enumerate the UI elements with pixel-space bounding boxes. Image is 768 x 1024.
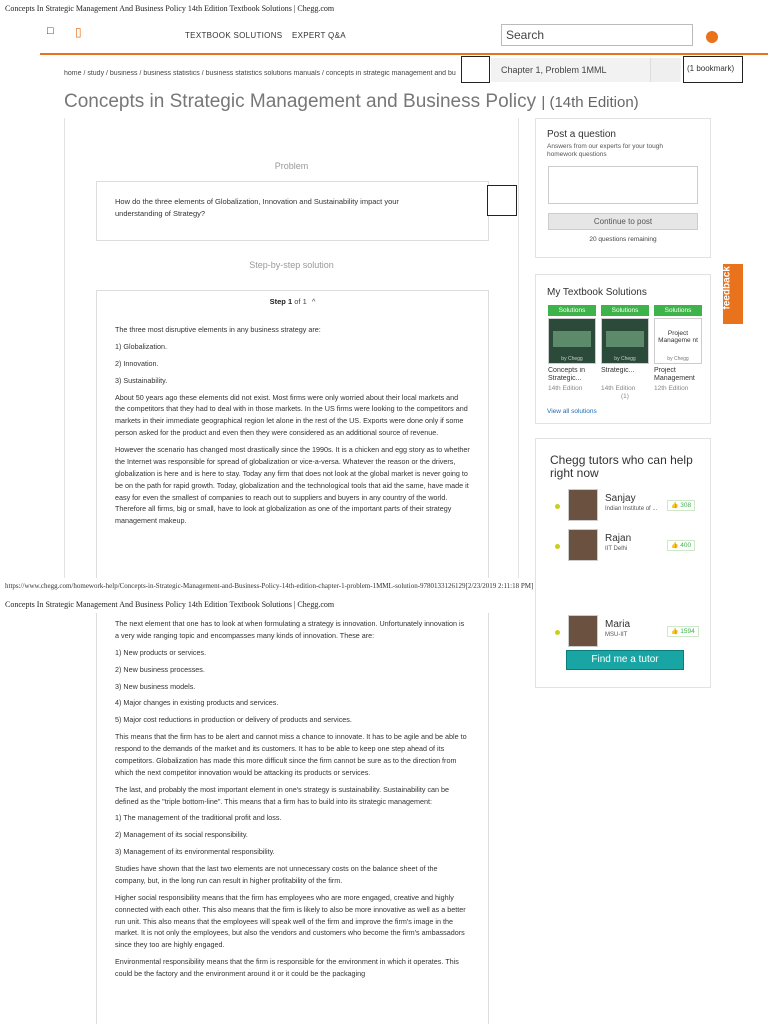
question-textarea[interactable] xyxy=(548,166,698,204)
solution-paragraph: About 50 years ago these elements did not exist. Most firms were only worried about their local markets and the competitors that they had to deal with in those markets. In the US firms were looking to the competitors and markets in their immediate geographical region let alone in the rest of the US. Exports were done only if some person asked for the product and even then they were considered as an additional source of revenue. xyxy=(115,392,468,438)
view-all-solutions-link[interactable]: View all solutions xyxy=(547,408,597,415)
chapter-selector[interactable]: Chapter 1, Problem 1MML xyxy=(491,58,681,82)
solution-paragraph: 2) Innovation. xyxy=(115,358,159,368)
textbook-edition: 14th Edition xyxy=(601,385,636,392)
problem-statement xyxy=(96,181,489,241)
breadcrumb[interactable]: home / study / business / business statistics / business statistics solutions manuals / concepts in strategic management and bu xyxy=(64,70,456,77)
feedback-label: feedback xyxy=(721,266,733,310)
book-edition-text: (14th Edition) xyxy=(549,94,639,111)
online-status-icon xyxy=(555,544,560,549)
tutor-school: IIT Delhi xyxy=(605,546,628,552)
find-tutor-button[interactable]: Find me a tutor xyxy=(566,650,684,670)
nav-expert-qa[interactable]: EXPERT Q&A xyxy=(292,31,346,40)
solutions-badge: Solutions xyxy=(548,305,596,316)
tutor-name[interactable]: Rajan xyxy=(605,533,632,544)
textbook-card[interactable] xyxy=(601,305,649,401)
solution-paragraph: The last, and probably the most important element in one's strategy is sustainability. Sustainability can be defined as the "triple bottom-line". This means that a firm has to build into its strategic management: xyxy=(115,784,450,806)
bookmark-button[interactable]: (1 bookmark) xyxy=(683,56,743,83)
step-total: of 1 xyxy=(294,297,307,306)
page-footer-url: https://www.chegg.com/homework-help/Concepts-in-Strategic-Management-and-Business-Policy-14th-edition-chapter-1-problem-1MML-solution-9780133126129[2/23/2019 2:11:18 PM] xyxy=(5,582,534,590)
solution-text-page1 xyxy=(115,324,470,576)
book-cover[interactable] xyxy=(548,318,596,364)
nav-textbook-solutions[interactable]: TEXTBOOK SOLUTIONS xyxy=(185,31,283,40)
tutor-name[interactable]: Maria xyxy=(605,619,631,630)
textbook-title[interactable]: Strategic... xyxy=(601,367,635,374)
solution-paragraph: 3) Sustainability. xyxy=(115,375,168,385)
solution-paragraph: Environmental responsibility means that the firm is responsible for the environment in which it operates. This could be the factory and the environment around it or it could be the packaging xyxy=(115,957,459,978)
continue-to-post-button[interactable]: Continue to post xyxy=(548,213,698,230)
cover-title: Project Manageme nt xyxy=(658,330,698,344)
solution-paragraph: The next element that one has to look at when formulating a strategy is innovation. Unfortunately innovation is a very wide ranging topic and encompasses many kinds of innovation. These are: xyxy=(115,619,465,640)
solution-paragraph: 1) New products or services. xyxy=(115,647,207,657)
tutor-likes-count: 308 xyxy=(678,502,692,509)
textbook-bookmark-count: (1) xyxy=(621,392,629,400)
chapter-dropdown[interactable] xyxy=(650,58,680,82)
chevron-up-icon[interactable]: ^ xyxy=(311,297,316,306)
solution-left-border xyxy=(96,613,97,1024)
blank-box xyxy=(461,56,490,83)
tutor-likes-badge xyxy=(667,540,695,551)
thumbs-up-icon: 👍 xyxy=(671,503,679,509)
problem-text: How do the three elements of Globalization, Innovation and Sustainability impact your understanding of Strategy? xyxy=(115,197,399,218)
step-word: Step xyxy=(269,297,286,306)
cover-publisher: by Chegg xyxy=(561,356,583,362)
solutions-badge: Solutions xyxy=(654,305,702,316)
avatar[interactable] xyxy=(568,489,598,521)
solution-paragraph: 5) Major cost reductions in production or delivery of products and services. xyxy=(115,715,352,725)
cover-publisher: by Chegg xyxy=(614,356,636,362)
search-input[interactable]: Search xyxy=(501,24,693,46)
thumbs-up-icon: 👍 xyxy=(671,543,679,549)
tutor-likes-count: 400 xyxy=(678,542,692,549)
solution-paragraph: 3) New business models. xyxy=(115,681,196,691)
menu-icon[interactable]: ▯ xyxy=(75,25,82,39)
book-title: Concepts in Strategic Management and Business Policy xyxy=(64,91,537,112)
tutor-school: MSU-IIT xyxy=(605,632,628,638)
step-current: 1 xyxy=(287,297,293,306)
page-title xyxy=(64,91,639,113)
solution-paragraph: This means that the firm has to be alert and cannot miss a chance to innovate. It has to be agile and be able to respond to the demands of the market and its customers. It has to be able to keep one step ahead of its competitors. Globalization has made this more difficult since the firm cannot be sure as to the direction from which the next competitor innovation would be attacking its products or services. xyxy=(115,732,467,777)
solution-paragraph: 4) Major changes in existing products and services. xyxy=(115,698,279,708)
book-edition: | (14th Edition) xyxy=(541,94,639,111)
solution-paragraph: The three most disruptive elements in any business strategy are: xyxy=(115,325,321,334)
thumbs-up-icon: 👍 xyxy=(671,629,679,635)
print-header-2: Concepts In Strategic Management And Business Policy 14th Edition Textbook Solutions | Chegg.com xyxy=(5,600,335,609)
solution-paragraph: 2) New business processes. xyxy=(115,664,205,674)
textbook-title[interactable]: Project Management xyxy=(654,367,695,383)
feedback-tab[interactable] xyxy=(723,264,743,324)
solution-paragraph: However the scenario has changed most drastically since the 1990s. It is a chicken and egg story as to whether the Internet was responsible for spread of globalization or vice-a-versa. Whatever the reason or the drivers, globalization is here and is here to stay. Today any firm that does not look at the global market is never going to be on the path for rapid growth. Today, globalization and the technological tools that aid the same, have made it easy for even the smallest of companies to reach out to suppliers and buyers in any country of the world. Therefore all firms, big or small, have to look at globalization as one of the important parts of their strategy management makeup. xyxy=(115,445,470,526)
book-cover[interactable] xyxy=(654,318,702,364)
tutor-likes-count: 1594 xyxy=(678,628,695,635)
tutor-likes-badge xyxy=(667,500,695,511)
textbook-solutions-panel xyxy=(535,274,711,424)
tutor-row[interactable] xyxy=(536,529,712,565)
solution-paragraph: Studies have shown that the last two elements are not unnecessary costs on the balance sheet of the company, but, in the long run can result in higher profitability of the firm. xyxy=(115,864,438,885)
cover-art xyxy=(606,331,644,347)
print-header: Concepts In Strategic Management And Business Policy 14th Edition Textbook Solutions | Chegg.com xyxy=(5,4,335,13)
solution-paragraph: Higher social responsibility means that the firm has employees who are more engaged, creative and highly connected with each other. This also means that the firm is likely to also be more innovative as well as a better run unit. This also means that the employees will speak well of the firm and improve the firm's image in the market. It is not only the employees, but also the vendors and customers who become the firm's ambassadors since they too are highly engaged. xyxy=(115,892,466,950)
tutors-title: Chegg tutors who can help right now xyxy=(550,453,693,481)
textbook-title[interactable]: Concepts in Strategic... xyxy=(548,367,585,383)
cover-art xyxy=(553,331,591,347)
solution-paragraph: 1) The management of the traditional profit and loss. xyxy=(115,813,282,823)
cover-publisher: by Chegg xyxy=(667,356,689,362)
home-icon[interactable]: □ xyxy=(47,25,54,37)
textbook-edition: 12th Edition xyxy=(654,385,689,392)
questions-remaining: 20 questions remaining xyxy=(589,236,657,243)
tutors-panel xyxy=(535,438,711,688)
tutor-likes-badge xyxy=(667,626,699,637)
post-question-title: Post a question xyxy=(547,129,616,140)
textbook-edition: 14th Edition xyxy=(548,385,583,392)
tutor-row[interactable] xyxy=(536,489,712,525)
online-status-icon xyxy=(555,630,560,635)
textbook-card[interactable] xyxy=(654,305,702,393)
book-cover[interactable] xyxy=(601,318,649,364)
tutor-row[interactable] xyxy=(536,615,712,651)
post-question-panel xyxy=(535,118,711,258)
blank-box-2 xyxy=(487,185,517,216)
solution-label: Step-by-step solution xyxy=(249,260,334,270)
solutions-badge: Solutions xyxy=(601,305,649,316)
post-question-subtitle: Answers from our experts for your tough homework questions xyxy=(547,143,663,159)
solution-paragraph: 3) Management of its environmental responsibility. xyxy=(115,847,275,857)
solution-text-page2 xyxy=(115,618,470,1024)
solution-paragraph: 2) Management of its social responsibility. xyxy=(115,830,248,840)
textbook-solutions-title: My Textbook Solutions xyxy=(547,287,647,298)
step-header xyxy=(96,297,489,306)
brand-bar xyxy=(40,53,768,55)
online-status-icon xyxy=(555,504,560,509)
solution-right-border xyxy=(488,613,489,1024)
orange-dot-icon[interactable] xyxy=(706,31,718,43)
avatar[interactable] xyxy=(568,615,598,647)
textbook-card[interactable] xyxy=(548,305,596,393)
tutor-name[interactable]: Sanjay xyxy=(605,493,636,504)
problem-label: Problem xyxy=(274,161,309,171)
tutor-school: Indian Institute of ... xyxy=(605,506,658,512)
solution-paragraph: 1) Globalization. xyxy=(115,341,167,351)
avatar[interactable] xyxy=(568,529,598,561)
